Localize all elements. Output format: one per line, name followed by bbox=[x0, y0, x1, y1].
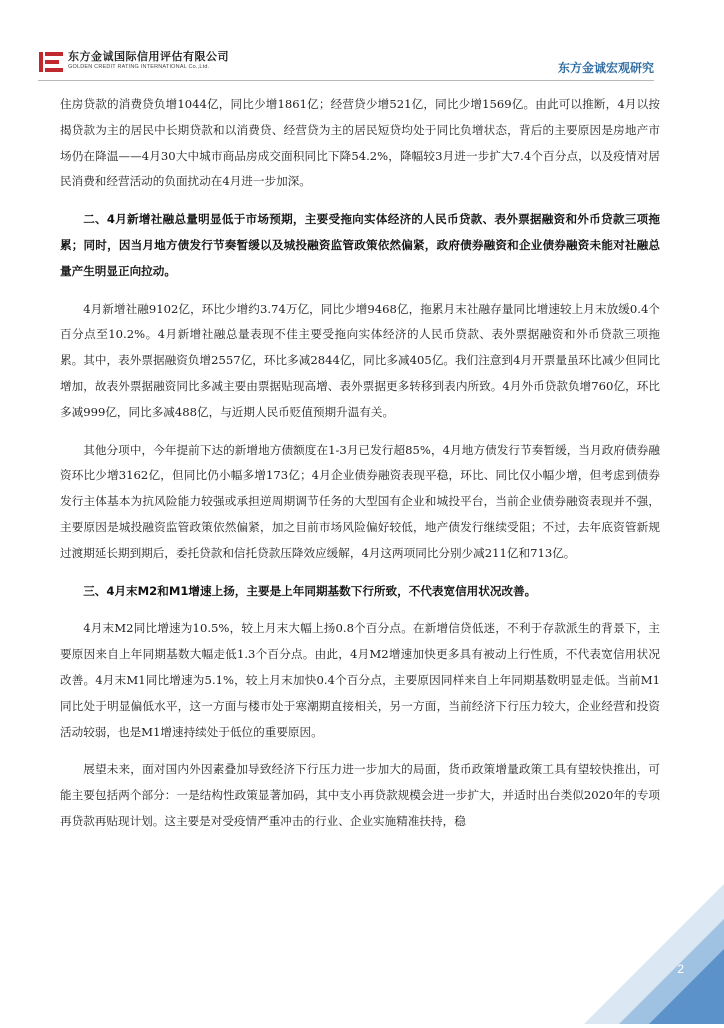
body-paragraph: 4月新增社融9102亿，环比少增约3.74万亿，同比少增9468亿，拖累月末社融存量同比增速较上月末放缓0.4个百分点至10.2%。4月新增社融总量表现不佳主要受拖向实体经济的人民币贷款、表外票据融资和外币贷款三项拖累。其中，表外票据融资负增2557亿，环比多减2844亿，同比多减405亿。我们注意到4月开票量虽环比减少但同比增加，故表外票据融资同比多减主要由票据贴现高增、表外票据更多转移到表内所致。4月外币贷款负增760亿，环比多减999亿，同比多减488亿，与近期人民币贬值预期升温有关。 bbox=[60, 301, 660, 419]
body-paragraph: 4月末M2同比增速为10.5%，较上月末大幅上扬0.8个百分点。在新增信贷低迷，不利于存款派生的背景下，主要原因来自上年同期基数大幅走低1.3个百分点。由此，4月M2增速加快更多具有被动上行性质，不代表宽信用状况改善。4月末M1同比增速为5.1%，较上月末加快0.4个百分点，主要原因同样来自上年同期基数明显走低。当前M1同比处于明显偏低水平，这一方面与楼市处于寒潮期直接相关，另一方面，当前经济下行压力较大，企业经营和投资活动较弱，也是M1增速持续处于低位的重要原因。 bbox=[60, 621, 660, 739]
header-rule bbox=[38, 80, 654, 81]
page-number: 2 bbox=[677, 962, 684, 976]
page-header bbox=[0, 0, 724, 82]
document-body bbox=[60, 92, 660, 847]
company-name-en: GOLDEN CREDIT RATING INTERNATIONAL Co.,Ltd. bbox=[68, 64, 210, 70]
body-paragraph: 住房贷款的消费贷负增1044亿，同比少增1861亿；经营贷少增521亿，同比少增1569亿。由此可以推断，4月以按揭贷款为主的居民中长期贷款和以消费贷、经营贷为主的居民短贷均处于同比负增状态，背后的主要原因是房地产市场仍在降温——4月30大中城市商品房成交面积同比下降54.2%，降幅较3月进一步扩大7.4个百分点，以及疫情对居民消费和经营活动的负面扰动在4月进一步加深。 bbox=[60, 97, 660, 189]
body-paragraph: 其他分项中，今年提前下达的新增地方债额度在1-3月已发行超85%，4月地方债发行节奏暂缓，当月政府债券融资环比少增3162亿，但同比仍小幅多增173亿；4月企业债券融资表现平稳，环比、同比仅小幅少增，但考虑到债券发行主体基本为抗风险能力较强或承担逆周期调节任务的大型国有企业和城投平台，当前企业债券融资表现并不强，主要原因是城投融资监管政策依然偏紧，加之目前市场风险偏好较低，地产债发行继续受阻；不过，去年底资管新规过渡期延长期到期后，委托贷款和信托贷款压降效应缓解，4月这两项同比分别少减211亿和713亿。 bbox=[60, 442, 660, 560]
logo-mark-icon bbox=[38, 50, 64, 74]
corner-decoration bbox=[574, 874, 724, 1024]
company-logo bbox=[38, 50, 229, 74]
section-heading: 三、4月末M2和M1增速上扬，主要是上年同期基数下行所致，不代表宽信用状况改善。 bbox=[83, 583, 537, 598]
body-paragraph: 展望未来，面对国内外因素叠加导致经济下行压力进一步加大的局面，货币政策增量政策工具有望较快推出，可能主要包括两个部分：一是结构性政策显著加码，其中支小再贷款规模会进一步扩大，并适时出台类似2020年的专项再贷款再贴现计划。这主要是对受疫情严重冲击的行业、企业实施精准扶持，稳 bbox=[60, 762, 660, 828]
report-brand: 东方金诚宏观研究 bbox=[557, 61, 654, 75]
company-name-cn: 东方金诚国际信用评估有限公司 bbox=[68, 50, 229, 63]
section-heading: 二、4月新增社融总量明显低于市场预期，主要受拖向实体经济的人民币贷款、表外票据融资和外币贷款三项拖累；同时，因当月地方债发行节奏暂缓以及城投融资监管政策依然偏紧，政府债券融资和企业债券融资未能对社融总量产生明显正向拉动。 bbox=[60, 212, 660, 278]
